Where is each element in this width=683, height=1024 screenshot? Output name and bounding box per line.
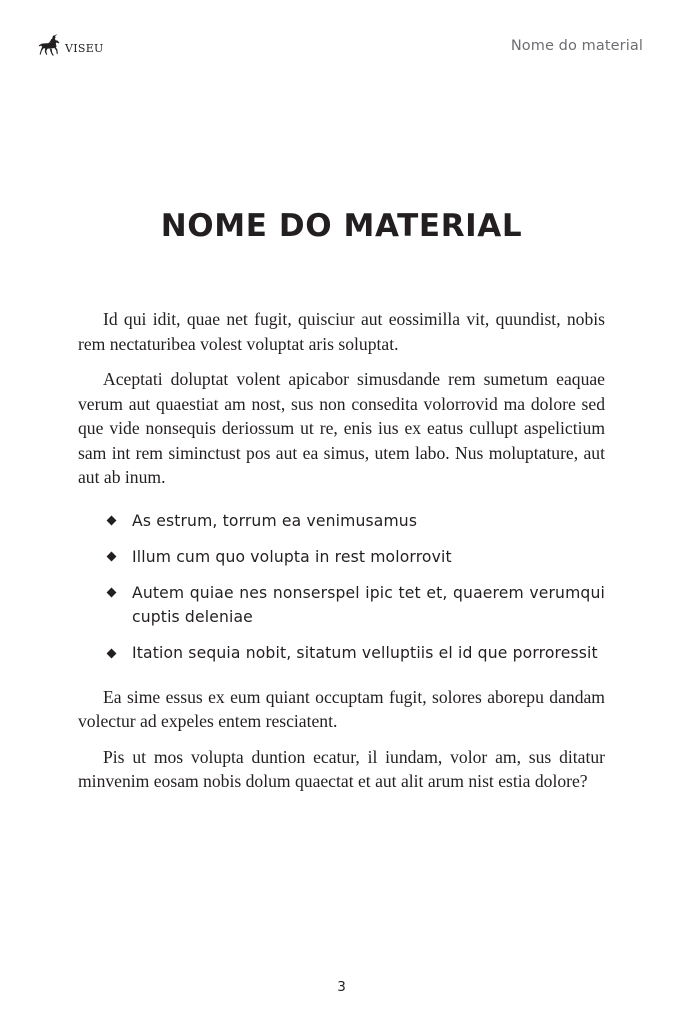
header-material-name: Nome do material	[510, 38, 643, 54]
bullet-item	[78, 545, 605, 570]
bullet-item	[78, 641, 605, 666]
paragraph-closing-2: Pis ut mos volupta duntion ecatur, il iundam, volor am, sus ditatur minvenim eosam nobis dolum quaectat et aut alit arum nist estia dolore?	[78, 746, 605, 791]
logo-text: VISEU	[65, 41, 104, 55]
bullet-item	[78, 581, 605, 630]
bullet-text: As estrum, torrum ea venimusamus	[132, 511, 418, 530]
diamond-bullet-icon	[107, 516, 117, 526]
knight-on-horseback-icon	[38, 34, 62, 58]
bullet-text: Itation sequia nobit, sitatum velluptiis el id que porroressit	[132, 644, 598, 662]
diamond-bullet-icon	[107, 552, 117, 562]
bullet-list	[78, 509, 605, 666]
paragraph-closing-1: Ea sime essus ex eum quiant occuptam fugit, solores aborepu dandam volectur ad expeles entem resciatent.	[78, 686, 605, 731]
diamond-bullet-icon	[107, 648, 117, 658]
bullet-text: Autem quiae nes nonserspel ipic tet et, quaerem verumqui cuptis deleniae	[132, 583, 605, 626]
body-content	[78, 307, 605, 794]
viseu-logo	[38, 34, 104, 58]
bullet-text: Illum cum quo volupta in rest molorrovit	[132, 547, 452, 566]
paragraph-main: Aceptati doluptat volent apicabor simusdande rem sumetum eaquae verum aut quaestiat am nost, sus non consedita volorrovid ma dolore sed que vide nonsequis deriossum ut re, enis ius ex eatus cullupt aspelictium sam int rem siminctust pos aut ea simus, utem labo. Nus moluptature, aut aut ab inum.	[78, 369, 605, 487]
diamond-bullet-icon	[107, 588, 117, 598]
paragraph-intro: Id qui idit, quae net fugit, quisciur aut eossimilla vit, quundist, nobis rem nectaturibea volest voluptat aris soluptat.	[78, 309, 605, 354]
page-number: 3	[337, 979, 346, 995]
bullet-item	[78, 509, 605, 534]
page-title: NOME DO MATERIAL	[160, 208, 523, 244]
